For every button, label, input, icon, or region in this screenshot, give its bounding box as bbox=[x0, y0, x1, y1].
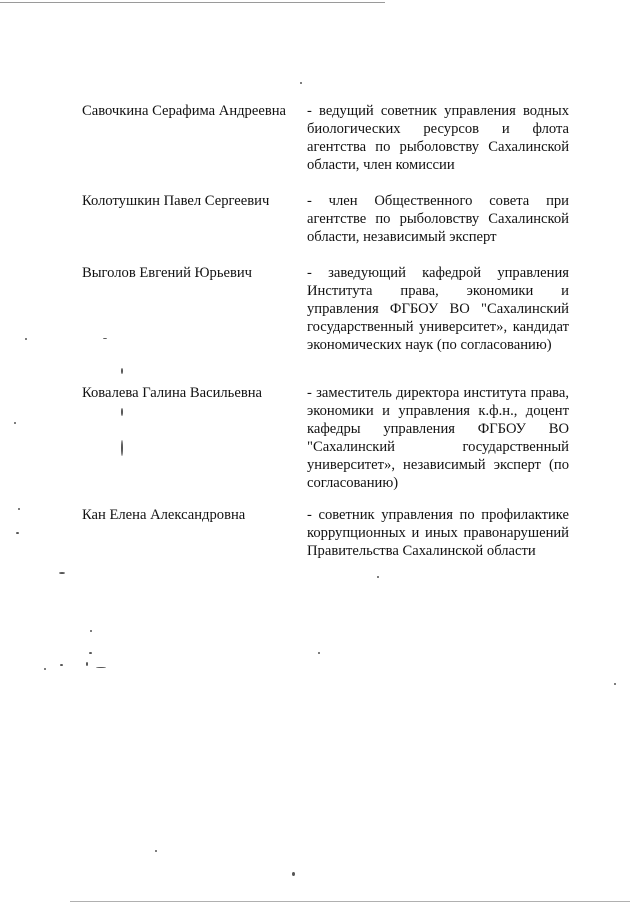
scan-speck bbox=[14, 422, 16, 424]
scan-speck bbox=[25, 338, 27, 340]
scan-speck bbox=[86, 662, 88, 666]
member-name-3: Выголов Евгений Юрьевич bbox=[82, 265, 253, 281]
member-role-3: - заведующий кафедрой управления Института права, экономики и управления ФГБОУ ВО "Сахалинский государственный университет», кандидат экономических наук (по согласованию) bbox=[307, 265, 569, 353]
scan-speck bbox=[16, 532, 19, 534]
scan-speck bbox=[318, 652, 320, 654]
scan-speck bbox=[155, 850, 157, 852]
scan-speck bbox=[292, 872, 295, 876]
scan-speck bbox=[614, 683, 616, 685]
member-name-2: Колотушкин Павел Сергеевич bbox=[82, 193, 270, 209]
member-role-5: - советник управления по профилактике коррупционных и иных правонарушений Правительства Сахалинской области bbox=[307, 507, 569, 559]
member-name-4: Ковалева Галина Васильевна bbox=[82, 385, 262, 401]
scan-speck bbox=[44, 668, 46, 670]
scan-speck bbox=[90, 630, 92, 632]
member-name-1: Савочкина Серафима Андреевна bbox=[82, 103, 286, 119]
member-role-1: - ведущий советник управления водных биологических ресурсов и флота агентства по рыболовству Сахалинской области, член комиссии bbox=[307, 103, 569, 173]
scan-speck bbox=[18, 508, 20, 510]
scan-speck bbox=[89, 652, 92, 654]
member-role-2: - член Общественного совета при агентстве по рыболовству Сахалинской области, независимый эксперт bbox=[307, 193, 569, 245]
scan-edge-line-bottom bbox=[70, 901, 630, 902]
scan-edge-line-top bbox=[0, 2, 385, 3]
scan-speck bbox=[377, 576, 379, 578]
scan-speck bbox=[300, 82, 302, 84]
member-name-5: Кан Елена Александровна bbox=[82, 507, 246, 523]
scan-speck bbox=[121, 440, 123, 456]
scan-speck bbox=[121, 368, 123, 374]
scan-speck bbox=[103, 338, 107, 339]
scan-speck bbox=[60, 664, 63, 666]
member-role-4: - заместитель директора института права, экономики и управления к.ф.н., доцент кафедры управления ФГБОУ ВО "Сахалинский государственный университет», независимый эксперт (по согласованию) bbox=[307, 385, 569, 491]
scan-speck bbox=[59, 572, 65, 574]
scan-speck bbox=[96, 667, 106, 668]
scan-speck bbox=[121, 408, 123, 416]
